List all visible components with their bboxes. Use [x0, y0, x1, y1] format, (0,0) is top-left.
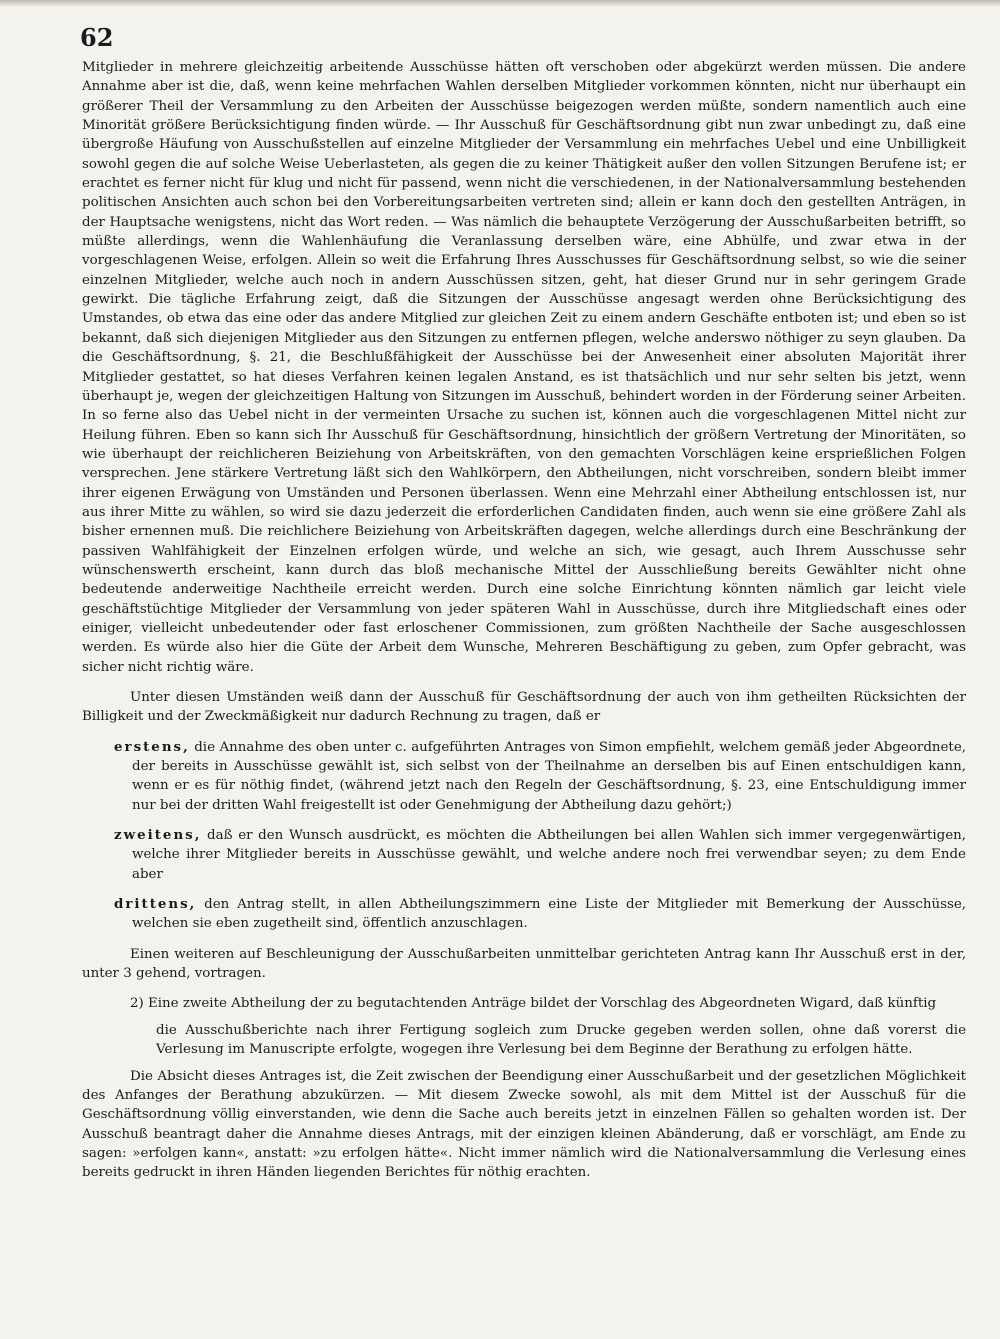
list-item-lead: zweitens,: [114, 827, 202, 844]
list-item-erstens: [82, 738, 966, 815]
scan-edge: [0, 0, 1000, 7]
paragraph-3: Einen weiteren auf Beschleunigung der Ausschußarbeiten unmittelbar gerichteten Antrag kann Ihr Ausschuß erst in der, unter 3 gehend, vortragen.: [82, 946, 966, 982]
list-item-lead: drittens,: [114, 896, 197, 913]
list-item-zweitens: [82, 826, 966, 884]
paragraph-2: Unter diesen Umständen weiß dann der Ausschuß für Geschäftsordnung der auch von ihm getheilten Rücksichten der Billigkeit und der Zweckmäßigkeit nur dadurch Rechnung zu tragen, daß er: [82, 690, 966, 725]
list-item-drittens: [82, 895, 966, 934]
list-item-text: die Annahme des oben unter c. aufgeführten Antrages von Simon empfiehlt, welchem gemäß jeder Abgeordnete, der bereits in Ausschüsse gewählt ist, sich selbst von der Theilnahme an derselben bis auf Einen entschuldigen kann, wenn er es für nöthig findet, (während jetzt nach den Regeln der Geschäftsordnung, §. 23, eine Entschuldigung immer nur bei der dritten Wahl freigestellt ist oder Genehmigung der Abtheilung dazu gehört;): [132, 739, 966, 813]
list-item-text: daß er den Wunsch ausdrückt, es möchten die Abtheilungen bei allen Wahlen sich immer vergegenwärtigen, welche ihrer Mitglieder bereits in Ausschüsse gewählt, und welche andere noch frei verwendbar seyen; zu dem Ende aber: [132, 828, 966, 882]
quoted-motion: die Ausschußberichte nach ihrer Fertigung sogleich zum Drucke gegeben werden sollen, ohne daß vorerst die Verlesung im Manuscripte erfolgte, wogegen ihre Verlesung bei dem Beginne der Berathung zu erfolgen hätte.: [156, 1022, 966, 1058]
paragraph-4: 2) Eine zweite Abtheilung der zu begutachtenden Anträge bildet der Vorschlag des Abgeordneten Wigard, daß künftig: [130, 996, 937, 1012]
list-item-lead: erstens,: [114, 738, 190, 755]
paragraph-5: Die Absicht dieses Antrages ist, die Zeit zwischen der Beendigung einer Ausschußarbeit und der gesetzlichen Möglichkeit des Anfanges der Berathung abzukürzen. — Mit diesem Zwecke sowohl, als mit dem Mittel ist der Ausschuß für die Geschäftsordnung völlig einverstanden, wie denn die Sache auch bereits jetzt in einzelnen Fällen so gehalten worden ist. Der Ausschuß beantragt daher die Annahme dieses Antrags, mit der einzigen kleinen Abänderung, daß er vorschlägt, am Ende zu sagen: »erfolgen kann«, anstatt: »zu erfolgen hätte«. Nicht immer nämlich wird die Nationalversammlung die Verlesung eines bereits gedruckt in ihren Händen liegenden Berichtes für nöthig erachten.: [82, 1068, 966, 1181]
paragraph-1: Mitglieder in mehrere gleichzeitig arbeitende Ausschüsse hätten oft verschoben oder abgekürzt werden müssen. Die andere Annahme aber ist die, daß, wenn keine mehrfachen Wahlen derselben Mitglieder vorkommen könnten, nicht nur überhaupt ein größerer Theil der Versammlung zu den Arbeiten der Ausschüsse beigezogen werden müßte, sondern namentlich auch eine Minorität größere Berücksichtigung finden würde. — Ihr Ausschuß für Geschäftsordnung gibt nun zwar unbedingt zu, daß eine übergroße Häufung von Ausschußstellen auf einzelne Mitglieder der Versammlung ein mehrfaches Uebel und eine Unbilligkeit sowohl gegen die auf solche Weise Ueberlasteten, als gegen die zu keiner Thätigkeit außer den vollen Sitzungen Berufene ist; er erachtet es ferner nicht für klug und nicht für passend, wenn nicht die verschiedenen, in der Nationalversammlung bestehenden politischen Ansichten auch schon bei den Vorbereitungsarbeiten vertreten sind; allein er kann doch den gestellten Anträgen, in der Hauptsache wenigstens, nicht das Wort reden. — Was nämlich die behauptete Verzögerung der Ausschußarbeiten betrifft, so müßte allerdings, wenn die Wahlenhäufung die Veranlassung derselben wäre, eine Abhülfe, und zwar etwa in der vorgeschlagenen Weise, erfolgen. Allein so weit die Erfahrung Ihres Ausschusses für Geschäftsordnung selbst, so wie die seiner einzelnen Mitglieder, welche auch noch in andern Ausschüssen sitzen, geht, hat dieser Grund nur in sehr geringem Grade gewirkt. Die tägliche Erfahrung zeigt, daß die Sitzungen der Ausschüsse angesagt werden ohne Berücksichtigung des Umstandes, ob etwa das eine oder das andere Mitglied zur gleichen Zeit zu einem andern Geschäfte entboten ist; und eben so ist bekannt, daß sich diejenigen Mitglieder aus den Sitzungen zu entfernen pflegen, welche anderswo nöthiger zu seyn glauben. Da die Geschäftsordnung, §. 21, die Beschlußfähigkeit der Ausschüsse bei der Anwesenheit einer absoluten Majorität ihrer Mitglieder gestattet, so hat dieses Verfahren keinen legalen Anstand, es ist thatsächlich und nur sehr selten bis jetzt, wenn überhaupt je, wegen der gleichzeitigen Haltung von Sitzungen im Ausschuß, behindert worden in der Förderung seiner Arbeiten. In so ferne also das Uebel nicht in der vermeinten Ursache zu suchen ist, können auch die vorgeschlagenen Mittel nicht zur Heilung führen. Eben so kann sich Ihr Ausschuß für Geschäftsordnung, hinsichtlich der größern Vertretung der Minoritäten, so wie überhaupt der reichlicheren Beiziehung von Arbeitskräften, von den gemachten Vorschlägen keine ersprießlichen Folgen versprechen. Jene stärkere Vertretung läßt sich den Wahlkörpern, den Abtheilungen, nicht vorschreiben, sondern bleibt immer ihrer eigenen Erwägung von Umständen und Personen überlassen. Wenn eine Mehrzahl einer Abtheilung entschlossen ist, nur aus ihrer Mitte zu wählen, so wird sie dazu jederzeit die erforderlichen Candidaten finden, auch wenn sie eine größere Zahl als bisher ernennen muß. Die reichlichere Beiziehung von Arbeitskräften dagegen, welche allerdings durch eine Beschränkung der passiven Wahlfähigkeit der Einzelnen erfolgen würde, und welche an sich, wie gesagt, auch Ihrem Ausschusse sehr wünschenswerth erscheint, kann durch das bloß mechanische Mittel der Ausschließung bereits Gewählter nicht ohne bedeutende anderweitige Nachtheile erreicht werden. Durch eine solche Einrichtung könnten nämlich gar leicht viele geschäftstüchtige Mitglieder der Versammlung von jeder späteren Wahl in Ausschüsse, durch ihre Mitgliedschaft eines oder einiger, vielleicht unbedeutender oder fast erloschener Commissionen, zum größten Nachtheile der Sache ausgeschlossen werden. Es würde also hier die Güte der Arbeit dem Wunsche, Mehreren Beschäftigung zu geben, zum Opfer gebracht, was sicher nicht richtig wäre.: [82, 60, 966, 675]
page-number: 62: [80, 23, 114, 52]
list-item-text: den Antrag stellt, in allen Abtheilungszimmern eine Liste der Mitglieder mit Bemerkung der Ausschüsse, welchen sie eben zugetheilt sind, öffentlich anzuschlagen.: [132, 897, 966, 932]
